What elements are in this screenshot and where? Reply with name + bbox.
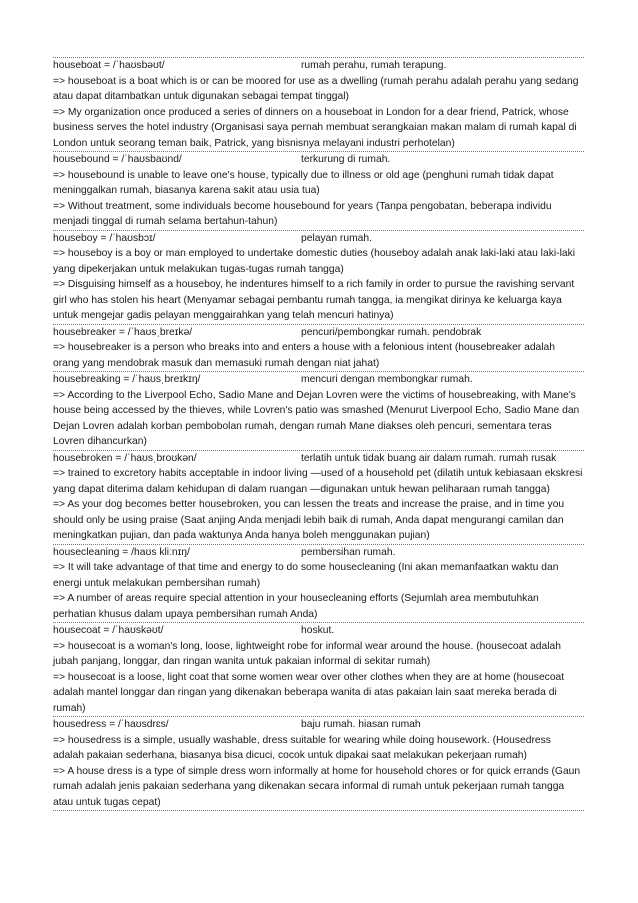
entry-meaning: mencuri dengan membongkar rumah. xyxy=(301,374,473,385)
entry-term: housebound = /ˈhaʊsbaʊnd/ xyxy=(53,154,182,165)
entry-term: housebroken = /ˈhaʊsˌbroʊkən/ xyxy=(53,452,197,464)
example-sentence: => As your dog becomes better housebroken, you can lessen the treats and increase the praise, and in time you should only be using praise (Saat anjing Anda menjadi lebih baik di rumah, Anda dapat mengurangi camilan dan meningkatkan pujian, dan pada waktunya Anda hanya boleh menggunakan pujian) xyxy=(53,499,565,541)
entry-heading xyxy=(53,545,584,561)
example-sentence: => Disguising himself as a houseboy, he indentures himself to a rich family in order to pursue the ravishing servant girl who has stolen his heart (Menyamar sebagai pembantu rumah tangga, ia mengikat dirinya ke keluarga kaya untuk mengejar gadis pelayan menggairahkan yang telah mencuri hatinya) xyxy=(53,279,575,321)
entry-term: houseboat = /ˈhaʊsbəʊt/ xyxy=(53,60,165,71)
vocab-entry xyxy=(53,325,584,373)
entry-term: housebreaking = /ˈhaʊsˌbreɪkɪŋ/ xyxy=(53,374,201,385)
entry-term: housebreaker = /ˈhaʊsˌbreɪkə/ xyxy=(53,326,193,338)
example-sentence: => My organization once produced a series of dinners on a houseboat in London for a dear friend, Patrick, whose business serves the hotel industry (Organisasi saya pernah membuat serangkaian makan malam di rumah kapal di London untuk seorang teman baik, Patrick, yang bisnisnya melayani industri perhotelan) xyxy=(53,106,577,149)
example-sentence: => According to the Liverpool Echo, Sadio Mane and Dejan Lovren were the victims of housebreaking, with Mane's house being accessed by the thieves, while Lovren's patio was smashed (Menurut Liverpool Echo, Sadio Mane dan Dejan Lovren adalah korban pembobolan rumah, dengan rumah Mane diakses oleh pencuri, sementara teras Lovren dihancurkan) xyxy=(53,389,580,447)
example-sentence: => housecoat is a woman's long, loose, lightweight robe for informal wear around the house. (housecoat adalah jubah panjang, longgar, dan ringan wanita untuk pakaian informal di sekitar rumah) xyxy=(53,640,561,667)
entry-heading xyxy=(53,623,584,639)
vocab-entry xyxy=(53,152,584,231)
entry-meaning: hoskut. xyxy=(301,625,335,636)
example-sentence: => It will take advantage of that time and energy to do some housecleaning (Ini akan memanfaatkan waktu dan energi untuk melakukan pembersihan rumah) xyxy=(53,562,559,589)
vocab-entry xyxy=(53,57,584,152)
example-sentence: => housedress is a simple, usually washable, dress suitable for wearing while doing housework. (Housedress adalah pakaian sederhana, biasanya bisa dicuci, cocok untuk dipakai saat melakukan pekerjaan rumah) xyxy=(53,734,551,761)
example-sentence: => Without treatment, some individuals become housebound for years (Tanpa pengobatan, beberapa individu menjadi tinggal di rumah selama bertahun-tahun) xyxy=(53,200,552,227)
entry-meaning: pelayan rumah. xyxy=(301,232,372,244)
entry-meaning: terkurung di rumah. xyxy=(301,154,391,165)
entry-meaning: baju rumah. hiasan rumah xyxy=(301,719,421,730)
entry-heading xyxy=(53,58,584,74)
example-sentence: => A house dress is a type of simple dress worn informally at home for household chores or for quick errands (Gaun rumah adalah jenis pakaian sederhana yang dikenakan secara informal di rumah untuk pekerjaan rumah tangga atau untuk tugas cepat) xyxy=(53,765,581,808)
entry-heading xyxy=(53,152,584,168)
entry-term: housecoat = /ˈhaʊskəʊt/ xyxy=(53,625,164,636)
entry-term: housecleaning = /haʊs kliːnɪŋ/ xyxy=(53,546,190,558)
vocab-entry xyxy=(53,451,584,545)
vocab-entry xyxy=(53,717,584,811)
entry-heading xyxy=(53,451,584,467)
example-sentence: => houseboy is a boy or man employed to undertake domestic duties (houseboy adalah anak laki-laki atau laki-laki yang dipekerjakan untuk melakukan tugas-tugas rumah tangga) xyxy=(53,248,576,275)
vocab-entry xyxy=(53,545,584,624)
entry-heading xyxy=(53,717,584,733)
vocab-entry xyxy=(53,623,584,717)
example-sentence: => housebound is unable to leave one's house, typically due to illness or old age (penghuni rumah tidak dapat meninggalkan rumah, biasanya karena sakit atau usia tua) xyxy=(53,169,554,196)
entry-term: houseboy = /ˈhaʊsbɔɪ/ xyxy=(53,232,156,244)
entry-meaning: pembersihan rumah. xyxy=(301,546,396,558)
vocab-entry xyxy=(53,372,584,451)
entry-meaning: pencuri/pembongkar rumah. pendobrak xyxy=(301,326,482,338)
vocabulary-document xyxy=(53,57,584,811)
example-sentence: => housebreaker is a person who breaks into and enters a house with a felonious intent (housebreaker adalah orang yang mendobrak masuk dan memasuki rumah dengan niat jahat) xyxy=(53,342,556,369)
vocab-entry xyxy=(53,231,584,325)
entry-heading xyxy=(53,325,584,341)
entry-meaning: terlatih untuk tidak buang air dalam rumah. rumah rusak xyxy=(301,452,557,464)
example-sentence: => housecoat is a loose, light coat that some women wear over other clothes when they are at home (housecoat adalah mantel longgar dan ringan yang dikenakan beberapa wanita di atas pakaian lain saat mereka berada di rumah) xyxy=(53,671,565,714)
entry-term: housedress = /ˈhaʊsdrɛs/ xyxy=(53,719,169,730)
example-sentence: => trained to excretory habits acceptable in indoor living —used of a household pet (dilatih untuk kebiasaan ekskresi yang dapat diterima dalam kehidupan di dalam ruangan —digunakan untuk hewan peliharaan rumah tangga) xyxy=(53,468,583,495)
entry-heading xyxy=(53,231,584,247)
example-sentence: => houseboat is a boat which is or can be moored for use as a dwelling (rumah perahu adalah perahu yang sedang atau dapat ditambatkan untuk digunakan sebagai tempat tinggal) xyxy=(53,75,579,102)
entry-meaning: rumah perahu, rumah terapung. xyxy=(301,60,447,71)
entry-heading xyxy=(53,372,584,388)
example-sentence: => A number of areas require special attention in your housecleaning efforts (Sejumlah area membutuhkan perhatian khusus dalam upaya pembersihan rumah Anda) xyxy=(53,593,539,620)
